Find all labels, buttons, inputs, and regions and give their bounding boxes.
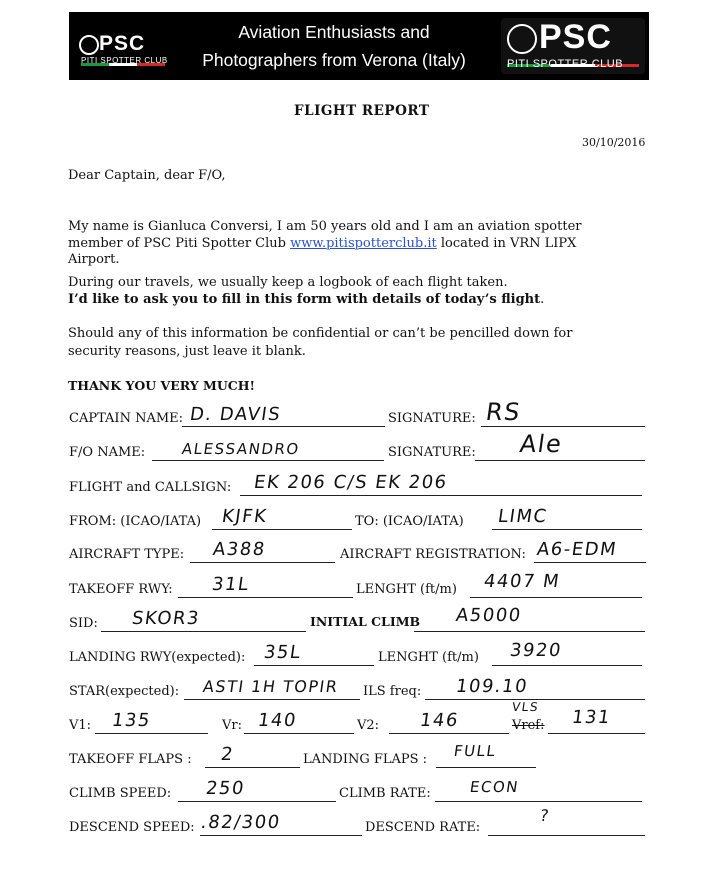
to-value: LIMC [496, 506, 549, 527]
psc-logo-left [77, 18, 169, 74]
v1-line[interactable] [95, 733, 208, 734]
to-line[interactable] [492, 529, 642, 530]
sid-line[interactable] [101, 631, 306, 632]
climb-speed-line[interactable] [178, 801, 336, 802]
climb-speed-label: CLIMB SPEED: [69, 786, 172, 801]
fo-name-label: F/O NAME: [69, 445, 146, 460]
v2-label: V2: [357, 718, 380, 733]
ils-freq-value: 109.10 [454, 676, 530, 697]
takeoff-length-label: LENGHT (ft/m) [356, 582, 457, 597]
takeoff-length-value: 4407 M [482, 571, 562, 592]
airplane-globe-icon [507, 24, 537, 54]
takeoff-rwy-value: 31L [210, 574, 251, 595]
report-date: 30/10/2016 [582, 136, 646, 149]
banner-title-line2: Photographers from Verona (Italy) [202, 50, 466, 70]
star-value: ASTI 1H TOPIR [201, 677, 340, 696]
aircraft-type-label: AIRCRAFT TYPE: [69, 547, 185, 562]
descend-speed-value: .82/300 [199, 812, 283, 833]
vr-line[interactable] [244, 733, 354, 734]
psc-logo-right [501, 18, 645, 74]
descend-rate-line[interactable] [488, 835, 645, 836]
banner-title [179, 18, 489, 74]
star-line[interactable] [184, 699, 360, 700]
request-end: . [540, 292, 545, 307]
captain-name-value: D. DAVIS [188, 404, 283, 425]
descend-speed-line[interactable] [200, 835, 362, 836]
vref-label: Vref: [512, 718, 545, 733]
fo-name-line[interactable] [152, 460, 384, 461]
logo-text: PSC [99, 32, 146, 55]
landing-flaps-line[interactable] [436, 767, 536, 768]
v1-value: 135 [110, 710, 153, 731]
landing-length-value: 3920 [508, 640, 564, 661]
intro-text: located in VRN LIPX [436, 236, 577, 251]
aircraft-type-line[interactable] [190, 562, 335, 563]
airplane-globe-icon [79, 35, 99, 55]
v2-line[interactable] [389, 733, 509, 734]
v1-label: V1: [69, 718, 92, 733]
aircraft-registration-value: A6-EDM [535, 539, 619, 560]
captain-signature-line[interactable] [481, 426, 645, 427]
banner-title-line1: Aviation Enthusiasts and [238, 22, 430, 42]
descend-rate-value: ? [538, 806, 552, 825]
club-website-link[interactable]: www.pitispotterclub.it [290, 236, 437, 251]
climb-rate-label: CLIMB RATE: [339, 786, 431, 801]
vr-label: Vr: [222, 718, 242, 733]
header-banner [69, 12, 649, 80]
climb-rate-value: ECON [468, 778, 521, 796]
signature-label: SIGNATURE: [388, 411, 476, 426]
aircraft-registration-line[interactable] [534, 562, 646, 563]
landing-flaps-label: LANDING FLAPS : [303, 752, 428, 767]
captain-name-line[interactable] [182, 426, 385, 427]
sid-label: SID: [69, 616, 98, 631]
to-label: TO: (ICAO/IATA) [355, 514, 464, 529]
v2-value: 146 [418, 710, 461, 731]
landing-rwy-label: LANDING RWY(expected): [69, 650, 246, 665]
from-line[interactable] [212, 529, 352, 530]
italian-flag-stripe [507, 54, 639, 57]
landing-rwy-value: 35L [262, 642, 303, 663]
takeoff-length-line[interactable] [470, 597, 642, 598]
logo-text: PSC [539, 18, 612, 56]
greeting: Dear Captain, dear F/O, [68, 168, 226, 183]
aircraft-registration-label: AIRCRAFT REGISTRATION: [340, 547, 526, 562]
takeoff-flaps-value: 2 [219, 744, 236, 765]
ils-freq-label: ILS freq: [363, 684, 422, 699]
climb-rate-line[interactable] [435, 801, 642, 802]
from-value: KJFK [220, 506, 269, 527]
landing-length-label: LENGHT (ft/m) [378, 650, 479, 665]
intro-line-3: Airport. [68, 252, 120, 267]
fo-signature-line[interactable] [475, 460, 645, 461]
intro-text: member of PSC Piti Spotter Club [68, 236, 291, 251]
confidential-line-2: security reasons, just leave it blank. [68, 344, 306, 359]
logo-subtitle: PITI SPOTTER CLUB [81, 56, 168, 65]
captain-name-label: CAPTAIN NAME: [69, 411, 184, 426]
vref-line[interactable] [548, 733, 645, 734]
flight-callsign-value: EK 206 C/S EK 206 [252, 472, 449, 493]
takeoff-flaps-label: TAKEOFF FLAPS : [69, 752, 192, 767]
intro-line-1: My name is Gianluca Conversi, I am 50 years old and I am an aviation spotter [68, 219, 582, 234]
request-line [68, 291, 544, 308]
signature-label: SIGNATURE: [388, 445, 476, 460]
landing-rwy-line[interactable] [254, 665, 374, 666]
intro-line-2 [68, 235, 576, 252]
logo-subtitle: PITI SPOTTER CLUB [507, 58, 624, 70]
takeoff-flaps-line[interactable] [205, 767, 300, 768]
report-title: FLIGHT REPORT [294, 103, 430, 119]
initial-climb-line[interactable] [414, 631, 645, 632]
flight-callsign-line[interactable] [240, 495, 642, 496]
takeoff-rwy-line[interactable] [178, 597, 353, 598]
aircraft-type-value: A388 [211, 539, 268, 560]
vref-value: 131 [570, 707, 613, 728]
request-text: I’d like to ask you to fill in this form with details of today’s flight [68, 292, 541, 307]
descend-rate-label: DESCEND RATE: [365, 820, 481, 835]
captain-signature-value: RS [484, 398, 523, 426]
takeoff-rwy-label: TAKEOFF RWY: [69, 582, 173, 597]
initial-climb-label: INITIAL CLIMB [310, 614, 421, 629]
vref-annotation: VLS [511, 700, 540, 714]
landing-length-line[interactable] [492, 665, 642, 666]
thanks-text: THANK YOU VERY MUCH! [68, 378, 256, 393]
star-label: STAR(expected): [69, 684, 180, 699]
vr-value: 140 [256, 710, 299, 731]
descend-speed-label: DESCEND SPEED: [69, 820, 195, 835]
confidential-line-1: Should any of this information be confidential or can’t be pencilled down for [68, 326, 573, 341]
travel-line: During our travels, we usually keep a logbook of each flight taken. [68, 275, 508, 290]
fo-signature-value: Ale [518, 430, 565, 458]
initial-climb-value: A5000 [454, 605, 524, 626]
landing-flaps-value: FULL [452, 742, 498, 760]
fo-name-value: ALESSANDRO [180, 440, 301, 458]
sid-value: SKOR3 [130, 608, 202, 629]
flight-callsign-label: FLIGHT and CALLSIGN: [69, 480, 232, 495]
climb-speed-value: 250 [204, 778, 247, 799]
from-label: FROM: (ICAO/IATA) [69, 514, 202, 529]
